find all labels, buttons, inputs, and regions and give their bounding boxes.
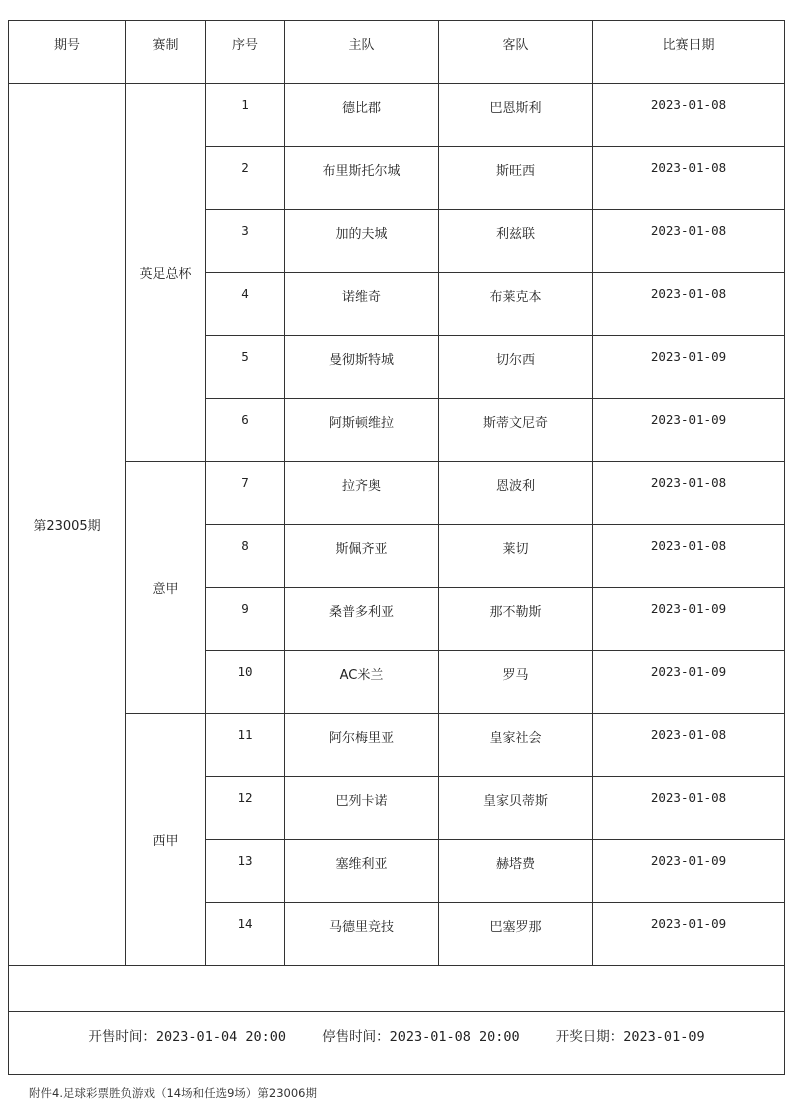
home-cell: 布里斯托尔城 (285, 147, 439, 210)
away-cell: 皇家贝蒂斯 (439, 777, 593, 840)
away-cell: 莱切 (439, 525, 593, 588)
competition-cell: 西甲 (126, 714, 206, 966)
seq-cell: 2 (206, 147, 285, 210)
home-cell: 塞维利亚 (285, 840, 439, 903)
table-row (9, 714, 785, 777)
away-cell: 巴塞罗那 (439, 903, 593, 966)
home-cell: 德比郡 (285, 84, 439, 147)
table-row (9, 462, 785, 525)
away-cell: 皇家社会 (439, 714, 593, 777)
sale-stop-time: 停售时间：2023-01-08 20:00 (322, 1029, 520, 1045)
date-cell: 2023-01-09 (593, 588, 785, 651)
home-cell: 马德里竞技 (285, 903, 439, 966)
seq-cell: 12 (206, 777, 285, 840)
date-cell: 2023-01-08 (593, 147, 785, 210)
header-home: 主队 (285, 21, 439, 84)
seq-cell: 3 (206, 210, 285, 273)
date-cell: 2023-01-08 (593, 714, 785, 777)
away-cell: 罗马 (439, 651, 593, 714)
date-cell: 2023-01-09 (593, 840, 785, 903)
competition-cell: 意甲 (126, 462, 206, 714)
date-cell: 2023-01-08 (593, 84, 785, 147)
home-cell: 阿尔梅里亚 (285, 714, 439, 777)
header-seq: 序号 (206, 21, 285, 84)
home-cell: 阿斯顿维拉 (285, 399, 439, 462)
issue-cell: 第23005期 (9, 84, 126, 966)
seq-cell: 10 (206, 651, 285, 714)
home-cell: AC米兰 (285, 651, 439, 714)
away-cell: 巴恩斯利 (439, 84, 593, 147)
header-competition: 赛制 (126, 21, 206, 84)
sale-info-cell (9, 1012, 785, 1075)
date-cell: 2023-01-08 (593, 777, 785, 840)
date-cell: 2023-01-09 (593, 903, 785, 966)
blank-row (9, 966, 785, 1012)
sale-start-time: 开售时间：2023-01-04 20:00 (88, 1029, 286, 1045)
header-issue: 期号 (9, 21, 126, 84)
home-cell: 斯佩齐亚 (285, 525, 439, 588)
draw-date: 开奖日期：2023-01-09 (555, 1029, 705, 1045)
home-cell: 桑普多利亚 (285, 588, 439, 651)
table-row (9, 84, 785, 147)
away-cell: 利兹联 (439, 210, 593, 273)
seq-cell: 13 (206, 840, 285, 903)
header-away: 客队 (439, 21, 593, 84)
match-schedule-table (8, 20, 785, 1075)
away-cell: 恩波利 (439, 462, 593, 525)
header-date: 比赛日期 (593, 21, 785, 84)
away-cell: 斯蒂文尼奇 (439, 399, 593, 462)
home-cell: 拉齐奥 (285, 462, 439, 525)
seq-cell: 8 (206, 525, 285, 588)
home-cell: 曼彻斯特城 (285, 336, 439, 399)
date-cell: 2023-01-09 (593, 651, 785, 714)
seq-cell: 5 (206, 336, 285, 399)
seq-cell: 1 (206, 84, 285, 147)
date-cell: 2023-01-08 (593, 210, 785, 273)
date-cell: 2023-01-08 (593, 462, 785, 525)
header-row (9, 21, 785, 84)
competition-cell: 英足总杯 (126, 84, 206, 462)
away-cell: 切尔西 (439, 336, 593, 399)
seq-cell: 4 (206, 273, 285, 336)
home-cell: 加的夫城 (285, 210, 439, 273)
away-cell: 斯旺西 (439, 147, 593, 210)
sale-info-row (9, 1012, 785, 1075)
home-cell: 巴列卡诺 (285, 777, 439, 840)
date-cell: 2023-01-08 (593, 273, 785, 336)
date-cell: 2023-01-08 (593, 525, 785, 588)
seq-cell: 7 (206, 462, 285, 525)
seq-cell: 11 (206, 714, 285, 777)
away-cell: 那不勒斯 (439, 588, 593, 651)
attachment-link[interactable]: 附件4.足球彩票胜负游戏（14场和任选9场）第23006期 (29, 1086, 318, 1100)
seq-cell: 9 (206, 588, 285, 651)
home-cell: 诺维奇 (285, 273, 439, 336)
away-cell: 赫塔费 (439, 840, 593, 903)
date-cell: 2023-01-09 (593, 336, 785, 399)
date-cell: 2023-01-09 (593, 399, 785, 462)
seq-cell: 14 (206, 903, 285, 966)
seq-cell: 6 (206, 399, 285, 462)
away-cell: 布莱克本 (439, 273, 593, 336)
